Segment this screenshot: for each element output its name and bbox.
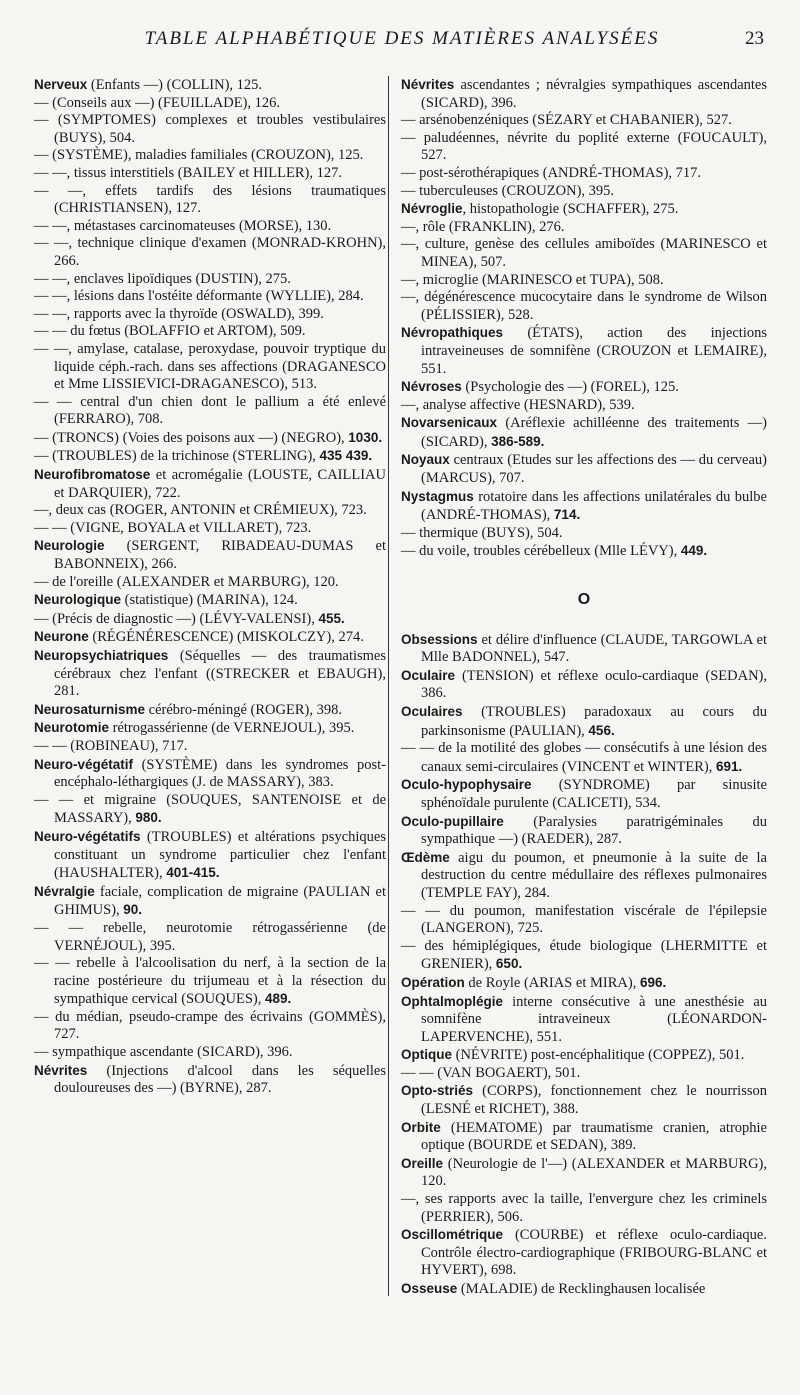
entry-text: — (Conseils aux —) (FEUILLADE), 126. bbox=[34, 94, 281, 111]
entry-text: (ÉTATS), action des injections intraveineuses de somnifène (CROUZON et LEMAIRE), 551. bbox=[421, 325, 767, 377]
index-entry bbox=[34, 610, 386, 629]
entry-heading: Oculaire bbox=[401, 667, 456, 683]
entry-text: rétrogassérienne (de VERNEJOUL), 395. bbox=[109, 720, 355, 737]
entry-heading: Neuropsychiatriques bbox=[34, 648, 169, 663]
index-entry bbox=[401, 397, 767, 415]
entry-text: (Enfants —) (COLLIN), 125. bbox=[87, 77, 263, 93]
entry-text: — — de la motilité des globes — consécutifs à une lésion des canaux semi-circulaires (VINCENT et WINTER), bbox=[401, 740, 767, 775]
entry-heading: Nerveux bbox=[34, 77, 88, 92]
entry-text: — des hémiplégiques, étude biologique (LHERMITTE et GRENIER), bbox=[401, 937, 767, 973]
index-section-n bbox=[401, 76, 767, 561]
index-entry bbox=[34, 738, 386, 756]
index-entry bbox=[34, 306, 386, 324]
entry-text: faciale, complication de migraine (PAULIAN et GHIMUS), bbox=[54, 883, 386, 919]
index-entry bbox=[401, 165, 767, 183]
index-column-left bbox=[34, 76, 386, 1098]
entry-text: — — et migraine (SOUQUES, SANTENOISE et de MASSARY), bbox=[34, 791, 386, 827]
entry-page-ref: 90. bbox=[123, 902, 143, 918]
entry-page-ref: 714. bbox=[553, 507, 581, 523]
index-entry bbox=[401, 236, 767, 271]
index-entry bbox=[401, 849, 767, 903]
entry-page-ref: 980. bbox=[135, 810, 162, 826]
entry-heading: Neurofibromatose bbox=[34, 467, 151, 483]
entry-text: — paludéennes, névrite du poplité externe (FOUCAULT), 527. bbox=[401, 129, 767, 164]
entry-heading: Névroglie bbox=[401, 201, 463, 217]
entry-text: — —, effets tardifs des lésions traumatiques (CHRISTIANSEN), 127. bbox=[34, 182, 386, 217]
entry-text: (HEMATOME) par traumatisme cranien, atrophie optique (BOURDE et SEDAN), 389. bbox=[421, 1119, 767, 1154]
entry-page-ref: 456. bbox=[588, 722, 615, 738]
entry-text: (Aréflexie achilléenne des traitements —) (SICARD), bbox=[421, 415, 767, 450]
entry-heading: Novarsenicaux bbox=[401, 415, 498, 431]
entry-text: (Neurologie de l'—) (ALEXANDER et MARBURG), 120. bbox=[421, 1155, 767, 1190]
index-entry bbox=[34, 1009, 386, 1044]
entry-text: centraux (Etudes sur les affections des — du cerveau) (MARCUS), 707. bbox=[421, 452, 767, 487]
entry-heading: Nystagmus bbox=[401, 488, 474, 504]
entry-page-ref: 691. bbox=[716, 758, 743, 774]
entry-text: — sympathique ascendante (SICARD), 396. bbox=[34, 1044, 293, 1061]
entry-text: — —, tissus interstitiels (BAILEY et HILLER), 127. bbox=[34, 164, 342, 181]
index-entry bbox=[34, 288, 386, 306]
entry-text: — post-sérothérapiques (ANDRÉ-THOMAS), 717. bbox=[401, 164, 702, 181]
index-entry bbox=[34, 883, 386, 920]
index-entry bbox=[34, 920, 386, 955]
entry-text: — (TROUBLES) de la trichinose (STERLING), bbox=[34, 448, 320, 465]
entry-heading: Oculo-hypophysaire bbox=[401, 777, 532, 793]
entry-text: — (SYSTÈME), maladies familiales (CROUZON), 125. bbox=[34, 147, 364, 164]
entry-text: — —, métastases carcinomateuses (MORSE), 130. bbox=[34, 217, 332, 234]
entry-text: de Royle (ARIAS et MIRA), bbox=[464, 974, 640, 991]
page-number: 23 bbox=[745, 28, 764, 49]
index-entry bbox=[34, 112, 386, 147]
entry-text: et acromégalie (LOUSTE, CAILLIAU et DARQUIER), 722. bbox=[54, 467, 386, 501]
entry-heading: Oreille bbox=[401, 1155, 444, 1171]
entry-text: cérébro-méningé (ROGER), 398. bbox=[145, 701, 342, 718]
entry-heading: Noyaux bbox=[401, 452, 450, 468]
entry-heading: Neuro-végétatif bbox=[34, 756, 134, 772]
entry-heading: Névrites bbox=[34, 1062, 88, 1078]
entry-text: —, ses rapports avec la taille, l'envergure chez les criminels (PERRIER), 506. bbox=[401, 1191, 767, 1225]
entry-heading: Névrites bbox=[401, 77, 455, 92]
index-entry bbox=[401, 289, 767, 324]
entry-text: (Paralysies paratrigéminales du sympathique —) (RAEDER), 287. bbox=[421, 813, 767, 848]
index-entry bbox=[401, 903, 767, 938]
index-entry bbox=[34, 1062, 386, 1098]
index-entry bbox=[34, 502, 386, 520]
index-entry bbox=[401, 414, 767, 451]
index-entry bbox=[34, 828, 386, 883]
entry-text: — — (VAN BOGAERT), 501. bbox=[401, 1064, 581, 1081]
index-entry bbox=[34, 235, 386, 270]
index-entry bbox=[34, 95, 386, 113]
index-entry bbox=[401, 776, 767, 812]
index-entry bbox=[401, 183, 767, 201]
index-entry bbox=[34, 394, 386, 429]
index-entry bbox=[401, 631, 767, 667]
entry-heading: Neurologique bbox=[34, 592, 121, 608]
index-entry bbox=[401, 451, 767, 487]
entry-heading: Névroses bbox=[401, 379, 462, 395]
index-entry bbox=[401, 200, 767, 219]
entry-heading: Oscillométrique bbox=[401, 1227, 504, 1243]
entry-page-ref: 455. bbox=[318, 610, 345, 626]
page-header bbox=[34, 28, 770, 58]
entry-text: (COURBE) et réflexe oculo-cardiaque. Contrôle électro-cardiographique (FRIBOURG-BLANC et HYVERT), 698. bbox=[421, 1227, 767, 1279]
entry-text: (SYNDROME) par sinusite sphénoïdale purulente (CALICETI), 534. bbox=[421, 777, 767, 811]
entry-page-ref: 650. bbox=[495, 956, 523, 972]
entry-text: — — (ROBINEAU), 717. bbox=[34, 737, 188, 754]
entry-text: rotatoire dans les affections unilatérales du bulbe (ANDRÉ-THOMAS), bbox=[421, 488, 767, 524]
index-entry bbox=[401, 1191, 767, 1226]
index-entry bbox=[34, 218, 386, 236]
entry-heading: Neurotomie bbox=[34, 720, 110, 736]
index-entry bbox=[34, 628, 386, 647]
index-entry bbox=[401, 938, 767, 974]
entry-heading: Neurone bbox=[34, 629, 89, 645]
index-entry bbox=[401, 542, 767, 561]
entry-text: (CORPS), fonctionnement chez le nourrisson (LESNÉ et RICHET), 388. bbox=[421, 1083, 767, 1118]
index-entry bbox=[401, 324, 767, 378]
entry-text: — (SYMPTOMES) complexes et troubles vestibulaires (BUYS), 504. bbox=[34, 112, 386, 146]
entry-page-ref: 386-589. bbox=[491, 433, 545, 449]
index-entry bbox=[401, 1280, 767, 1299]
index-entry bbox=[34, 341, 386, 394]
entry-text: — —, rapports avec la thyroïde (OSWALD), 399. bbox=[34, 305, 324, 322]
section-letter: O bbox=[577, 591, 591, 609]
index-entry bbox=[34, 76, 386, 95]
index-column-right bbox=[401, 76, 767, 1299]
entry-heading: Orbite bbox=[401, 1119, 441, 1135]
entry-text: —, analyse affective (HESNARD), 539. bbox=[401, 396, 635, 413]
entry-page-ref: 696. bbox=[639, 974, 667, 990]
index-entry bbox=[34, 323, 386, 341]
entry-text: interne consécutive à une anesthésie au somnifène intraveineux (LÉONARDON-LAPERVENCHE), 551. bbox=[421, 993, 767, 1045]
entry-heading: Œdème bbox=[401, 849, 450, 865]
index-entry bbox=[401, 974, 767, 993]
running-title: TABLE ALPHABÉTIQUE DES MATIÈRES ANALYSÉES bbox=[144, 28, 660, 49]
index-entry bbox=[401, 740, 767, 776]
entry-heading: Opto-striés bbox=[401, 1083, 474, 1099]
entry-text: — tuberculeuses (CROUZON), 395. bbox=[401, 182, 615, 199]
entry-text: — du voile, troubles cérébelleux (Mlle LÉVY), bbox=[401, 543, 681, 560]
index-entry bbox=[401, 219, 767, 237]
index-entry bbox=[401, 525, 767, 543]
index-entry bbox=[401, 112, 767, 130]
entry-text: —, dégénérescence mucocytaire dans le syndrome de Wilson (PÉLISSIER), 528. bbox=[401, 289, 767, 323]
entry-heading: Osseuse bbox=[401, 1281, 458, 1296]
entry-heading: Opération bbox=[401, 974, 465, 990]
entry-heading: Névralgie bbox=[34, 883, 95, 899]
entry-text: — thermique (BUYS), 504. bbox=[401, 524, 563, 541]
entry-text: (statistique) (MARINA), 124. bbox=[121, 592, 298, 609]
entry-text: — (TRONCS) (Voies des poisons aux —) (NEGRO), bbox=[34, 429, 349, 446]
entry-text: (MALADIE) de Recklinghausen localisée bbox=[457, 1281, 706, 1297]
index-entry bbox=[34, 647, 386, 701]
entry-text: aigu du poumon, et pneumonie à la suite de la destruction du centre médullaire des réflexes pulmonaires (TEMPLE FAY), 284. bbox=[421, 849, 767, 901]
entry-text: —, culture, genèse des cellules amiboïdes (MARINESCO et MINEA), 507. bbox=[401, 236, 767, 270]
entry-text: et délire d'influence (CLAUDE, TARGOWLA et Mlle BADONNEL), 547. bbox=[421, 631, 767, 666]
index-entry bbox=[401, 272, 767, 290]
entry-text: (TROUBLES) paradoxaux au cours du parkinsonisme (PAULIAN), bbox=[421, 704, 767, 739]
entry-text: —, rôle (FRANKLIN), 276. bbox=[401, 218, 565, 235]
entry-page-ref: 1030. bbox=[348, 429, 383, 445]
entry-heading: Obsessions bbox=[401, 631, 478, 647]
index-entry bbox=[401, 76, 767, 112]
entry-text: (RÉGÉNÉRESCENCE) (MISKOLCZY), 274. bbox=[88, 629, 364, 646]
entry-page-ref: 435 439. bbox=[319, 448, 373, 464]
entry-text: — — du poumon, manifestation viscérale de l'épilepsie (LANGERON), 725. bbox=[401, 902, 767, 937]
entry-text: — — rebelle à l'alcoolisation du nerf, à la section de la racine postérieure du trijumeau et à la résection du sympathique cervical (SOUQUES), bbox=[34, 955, 386, 1008]
index-entry bbox=[401, 1226, 767, 1280]
entry-text: — (Précis de diagnostic —) (LÉVY-VALENSI), bbox=[34, 610, 319, 627]
entry-text: — — du fœtus (BOLAFFIO et ARTOM), 509. bbox=[34, 323, 306, 340]
index-entry bbox=[401, 1046, 767, 1065]
index-entry bbox=[34, 520, 386, 538]
entry-text: —, microglie (MARINESCO et TUPA), 508. bbox=[401, 271, 664, 288]
index-section-o bbox=[401, 631, 767, 1299]
entry-heading: Oculo-pupillaire bbox=[401, 813, 504, 829]
entry-text: — — rebelle, neurotomie rétrogassérienne (de VERNÉJOUL), 395. bbox=[34, 919, 386, 954]
entry-text: — — central d'un chien dont le pallium a été enlevé (FERRARO), 708. bbox=[34, 393, 386, 428]
entry-text: (TENSION) et réflexe oculo-cardiaque (SEDAN), 386. bbox=[421, 667, 767, 702]
entry-text: — arsénobenzéniques (SÉZARY et CHABANIER), 527. bbox=[401, 112, 732, 129]
index-entry bbox=[401, 1065, 767, 1083]
entry-text: — du médian, pseudo-crampe des écrivains (GOMMÈS), 727. bbox=[34, 1008, 386, 1043]
entry-text: (TROUBLES) et altérations psychiques constituant un syndrome particulier chez l'enfant (HAUSHALTER), bbox=[54, 828, 386, 882]
index-entry bbox=[34, 574, 386, 592]
index-entry bbox=[34, 447, 386, 466]
index-entry bbox=[34, 147, 386, 165]
entry-text: (Psychologie des —) (FOREL), 125. bbox=[461, 379, 679, 396]
entry-text: (Injections d'alcool dans les séquelles douloureuses des —) (BYRNE), 287. bbox=[54, 1062, 386, 1097]
entry-text: — —, amylase, catalase, peroxydase, pouvoir tryptique du liquide céph.-rach. dans ses affections (DRAGANESCO et Mme LISSIEVICI-DRAGANESCO), 513. bbox=[34, 340, 386, 393]
entry-text: — —, technique clinique d'examen (MONRAD-KROHN), 266. bbox=[34, 235, 386, 269]
index-entry bbox=[401, 1082, 767, 1118]
index-entry bbox=[401, 378, 767, 397]
index-entry bbox=[401, 813, 767, 849]
entry-text: (SERGENT, RIBADEAU-DUMAS et BABONNEIX), 266. bbox=[54, 538, 386, 573]
index-entry bbox=[34, 466, 386, 502]
entry-text: (SYSTÈME) dans les syndromes post-encéphalo-léthargiques (J. de MASSARY), 383. bbox=[54, 756, 386, 791]
index-entry bbox=[34, 1044, 386, 1062]
index-entry bbox=[34, 719, 386, 738]
index-entry bbox=[401, 1155, 767, 1191]
index-entry bbox=[34, 591, 386, 610]
index-entry bbox=[34, 701, 386, 720]
index-entry bbox=[401, 703, 767, 740]
index-entry bbox=[34, 165, 386, 183]
entry-heading: Neuro-végétatifs bbox=[34, 828, 141, 844]
entry-heading: Optique bbox=[401, 1047, 452, 1063]
index-entry bbox=[401, 667, 767, 703]
entry-heading: Neurologie bbox=[34, 538, 105, 554]
entry-heading: Neurosaturnisme bbox=[34, 701, 146, 717]
index-entry bbox=[401, 130, 767, 165]
entry-text: —, deux cas (ROGER, ANTONIN et CRÉMIEUX), 723. bbox=[34, 502, 367, 519]
index-entry bbox=[34, 955, 386, 1009]
column-divider bbox=[388, 76, 389, 1296]
index-entry bbox=[401, 1119, 767, 1155]
entry-text: — — (VIGNE, BOYALA et VILLARET), 723. bbox=[34, 519, 312, 536]
index-entry bbox=[401, 993, 767, 1047]
entry-text: — —, lésions dans l'ostéite déformante (WYLLIE), 284. bbox=[34, 288, 364, 305]
index-entry bbox=[34, 792, 386, 828]
entry-text: (Séquelles — des traumatismes cérébraux chez l'enfant ((STRECKER et EBAUGH), 281. bbox=[54, 648, 386, 700]
entry-heading: Oculaires bbox=[401, 704, 463, 719]
entry-heading: Ophtalmoplégie bbox=[401, 993, 504, 1009]
entry-page-ref: 449. bbox=[680, 543, 708, 559]
entry-page-ref: 401-415. bbox=[166, 865, 220, 881]
entry-text: — —, enclaves lipoïdiques (DUSTIN), 275. bbox=[34, 270, 291, 287]
index-entry bbox=[34, 429, 386, 448]
index-entry bbox=[34, 537, 386, 573]
index-entry bbox=[34, 183, 386, 218]
entry-text: — de l'oreille (ALEXANDER et MARBURG), 120. bbox=[34, 573, 339, 590]
entry-text: (NÉVRITE) post-encéphalitique (COPPEZ), 501. bbox=[452, 1047, 745, 1064]
entry-heading: Névropathiques bbox=[401, 325, 504, 341]
index-entry bbox=[34, 271, 386, 289]
entry-text: ascendantes ; névralgies sympathiques ascendantes (SICARD), 396. bbox=[421, 77, 767, 111]
entry-text: , histopathologie (SCHAFFER), 275. bbox=[462, 201, 679, 218]
index-entry bbox=[34, 756, 386, 792]
index-entry bbox=[401, 488, 767, 525]
entry-page-ref: 489. bbox=[265, 991, 292, 1007]
